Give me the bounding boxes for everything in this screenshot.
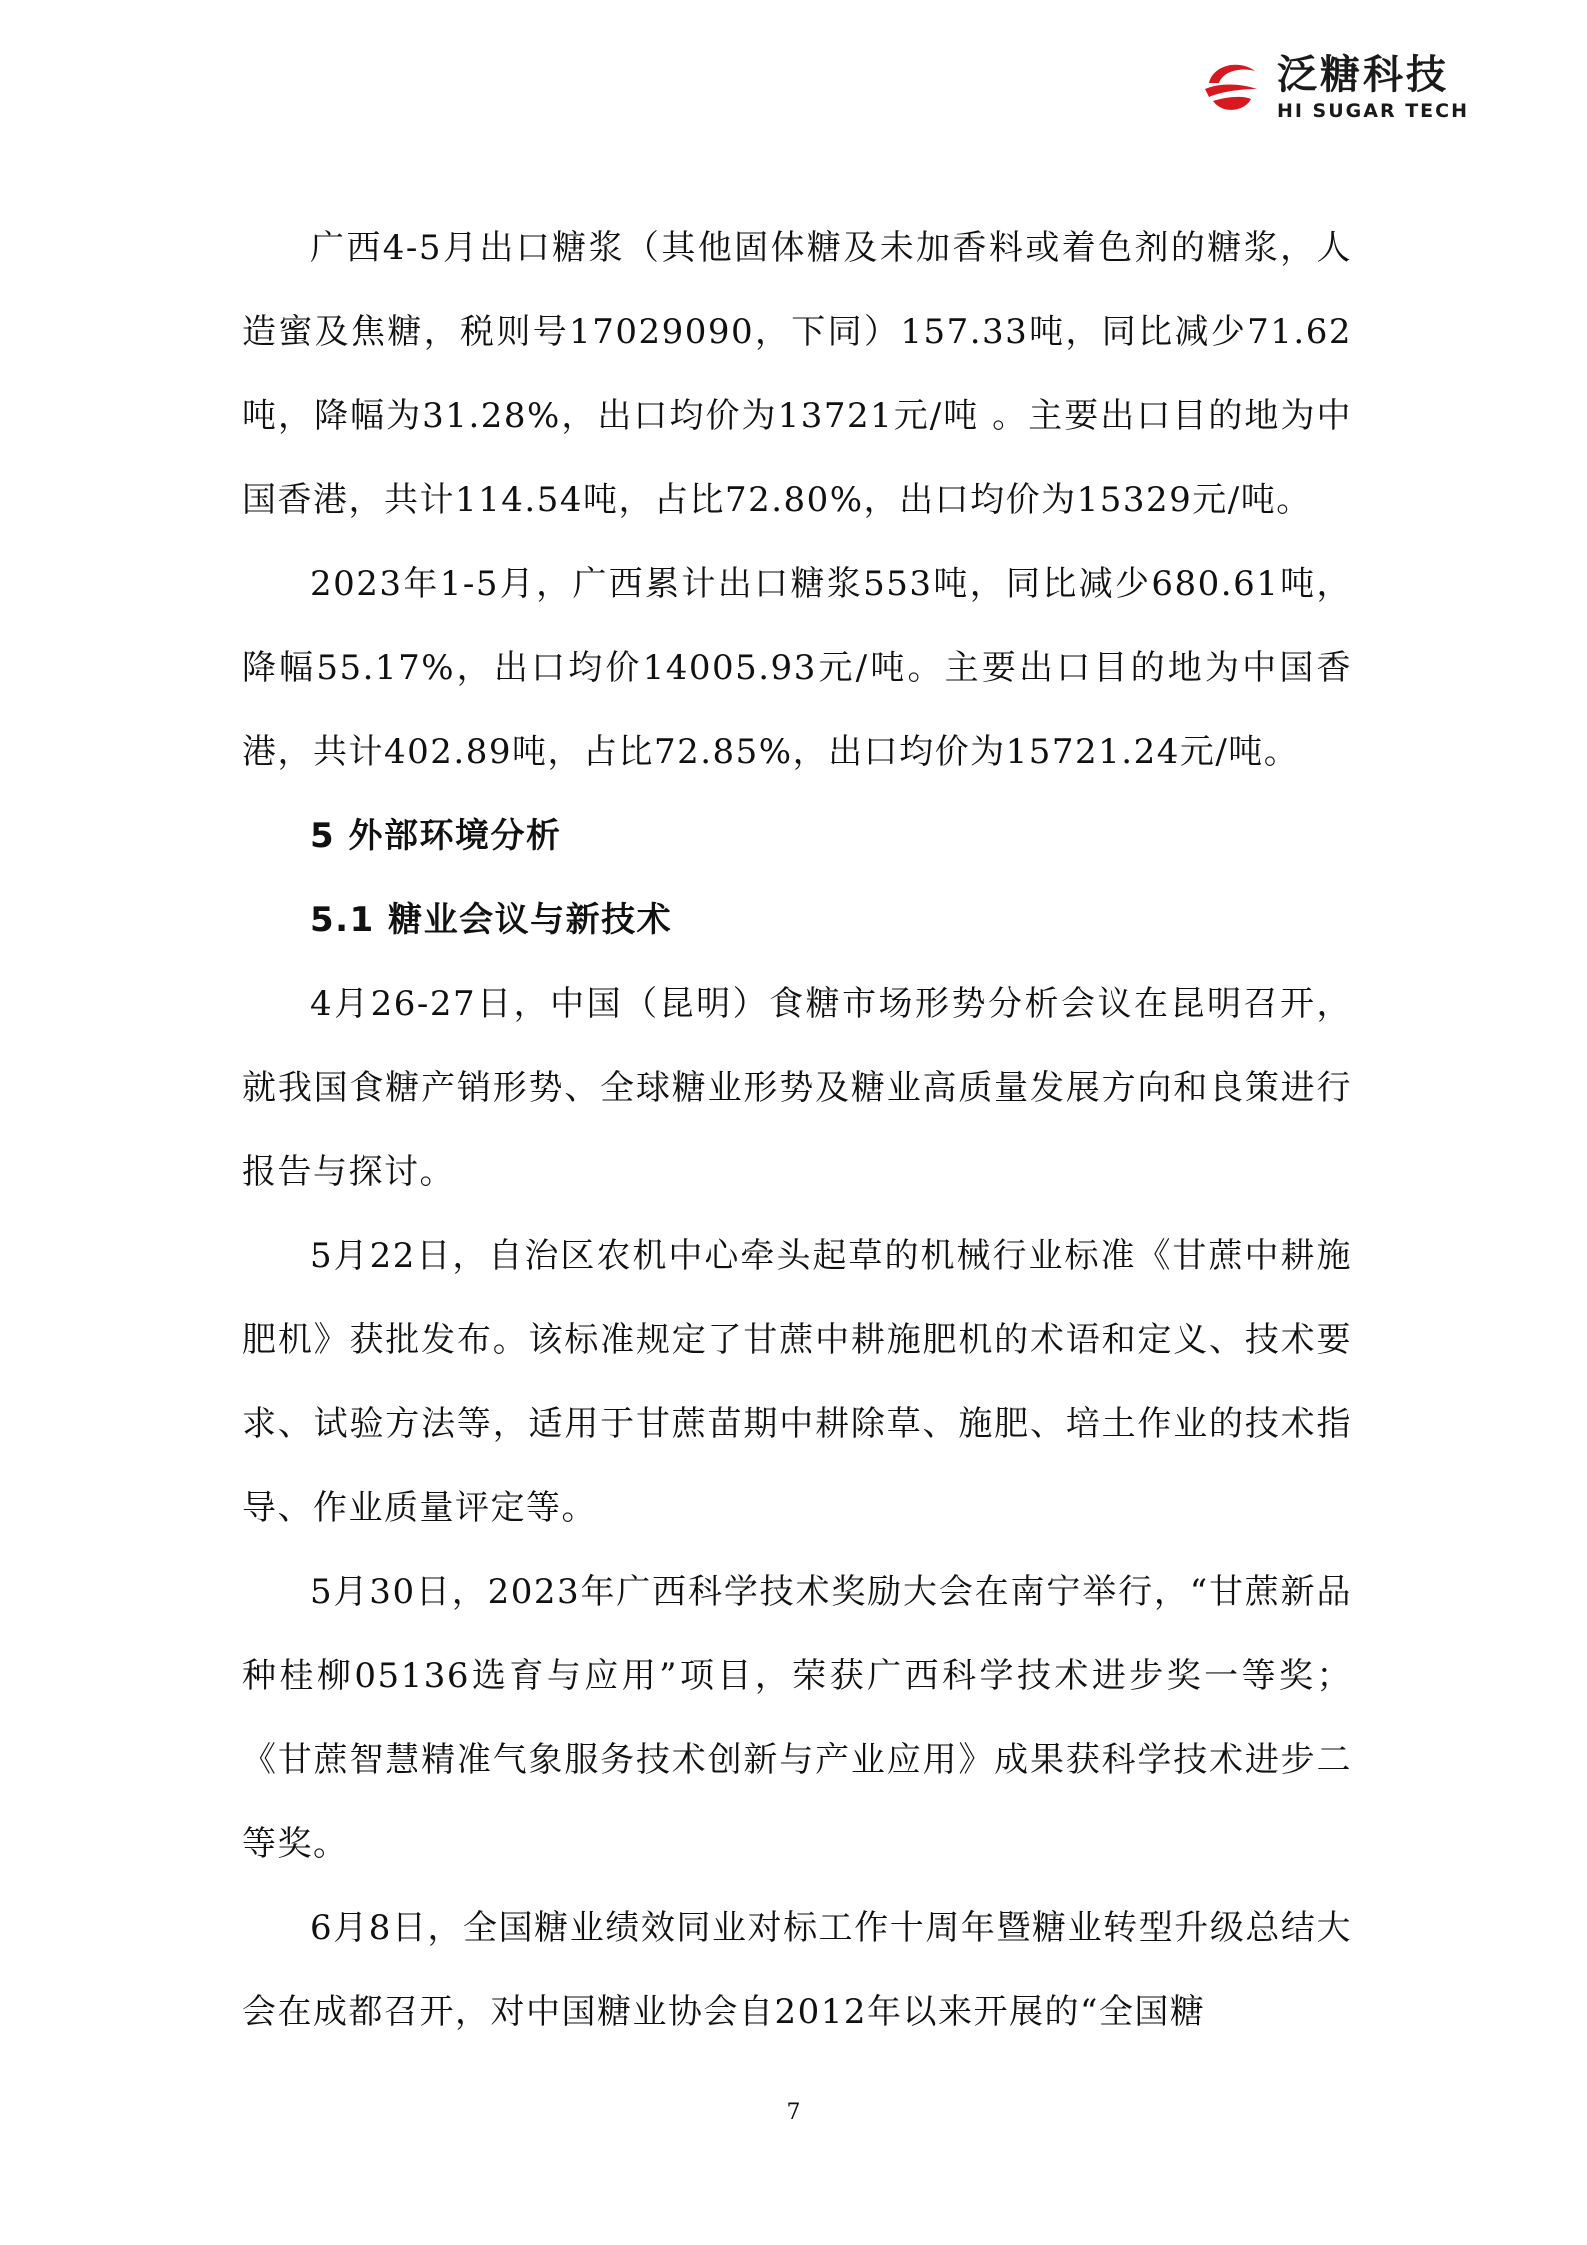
logo-english-text: HI SUGAR TECH: [1276, 100, 1469, 122]
logo-chinese-text: 泛糖科技: [1276, 52, 1449, 98]
section-heading-5-1: 5.1 糖业会议与新技术: [310, 900, 673, 940]
section-heading-5: 5 外部环境分析: [310, 816, 562, 856]
paragraph-science-award: 5月30日，2023年广西科学技术奖励大会在南宁举行，“甘蔗新品种桂柳05136选育与应用”项目，荣获广西科学技术进步奖一等奖；《甘蔗智慧精准气象服务技术创新与产业应用》成果获科学技术进步二等奖。: [242, 1572, 1352, 1864]
paragraph-benchmark-meeting: 6月8日，全国糖业绩效同业对标工作十周年暨糖业转型升级总结大会在成都召开，对中国糖业协会自2012年以来开展的“全国糖: [242, 1908, 1352, 2032]
page-number: 7: [786, 2100, 801, 2125]
document-body: [242, 206, 1352, 2054]
company-logo: [1199, 52, 1469, 122]
paragraph-kunming-meeting: 4月26-27日，中国（昆明）食糖市场形势分析会议在昆明召开，就我国食糖产销形势、全球糖业形势及糖业高质量发展方向和良策进行报告与探讨。: [242, 984, 1352, 1192]
paragraph-syrup-export-jan-may: 2023年1-5月，广西累计出口糖浆553吨，同比减少680.61吨，降幅55.17%，出口均价14005.93元/吨。主要出口目的地为中国香港，共计402.89吨，占比72.85%，出口均价为15721.24元/吨。: [242, 564, 1352, 772]
paragraph-machinery-standard: 5月22日，自治区农机中心牵头起草的机械行业标准《甘蔗中耕施肥机》获批发布。该标准规定了甘蔗中耕施肥机的术语和定义、技术要求、试验方法等，适用于甘蔗苗期中耕除草、施肥、培土作业的技术指导、作业质量评定等。: [242, 1236, 1352, 1528]
swoosh-logo-icon: [1199, 55, 1263, 119]
paragraph-syrup-export-apr-may: 广西4-5月出口糖浆（其他固体糖及未加香料或着色剂的糖浆，人造蜜及焦糖，税则号17029090，下同）157.33吨，同比减少71.62吨，降幅为31.28%，出口均价为13721元/吨 。主要出口目的地为中国香港，共计114.54吨，占比72.80%，出口均价为15329元/吨。: [242, 228, 1352, 520]
